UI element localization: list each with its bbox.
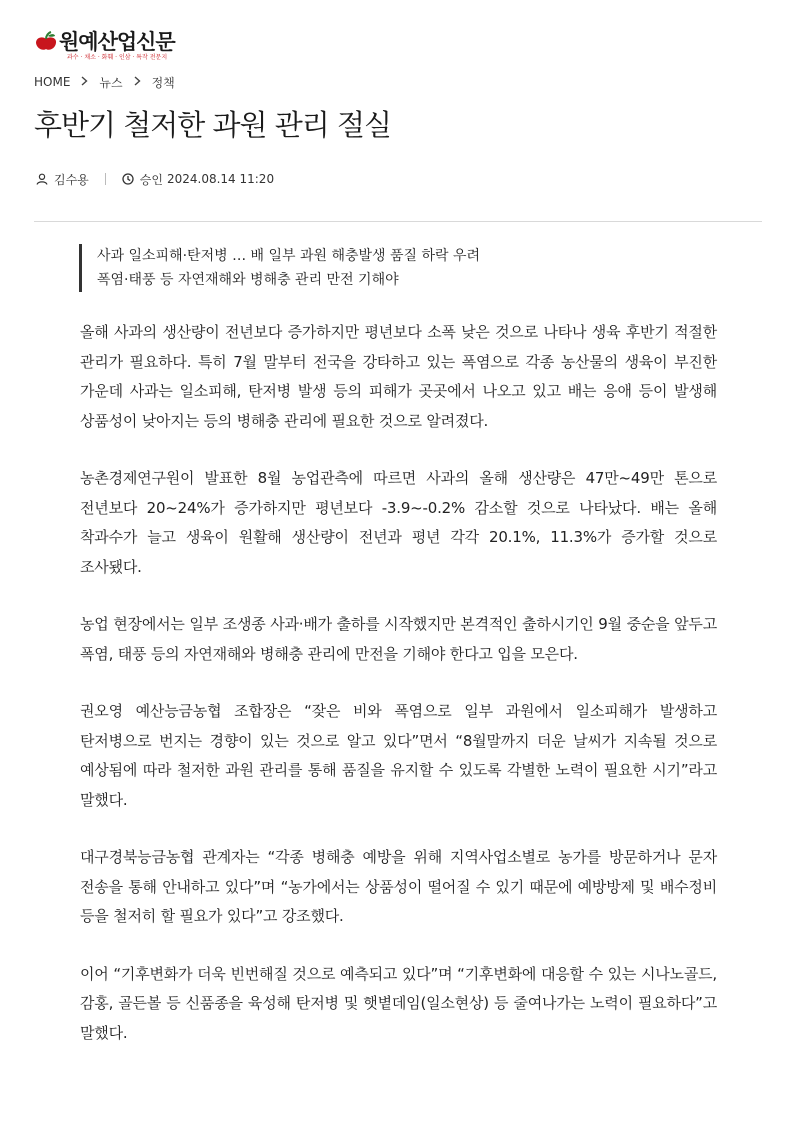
approved-datetime: 2024.08.14 11:20 — [166, 172, 275, 186]
chevron-right-icon — [134, 75, 141, 89]
breadcrumb — [34, 73, 175, 91]
article-meta — [36, 170, 274, 188]
apple-logo-icon — [33, 30, 59, 52]
article-paragraph: 이어 “기후변화가 더욱 빈번해질 것으로 예측되고 있다”며 “기후변화에 대응할 수 있는 시나노골드, 감홍, 골든볼 등 신품종을 육성해 탄저병 및 햇볕데임(일소현상) 등 줄여나가는 노력이 필요하다”고 말했다. — [80, 964, 717, 1042]
article-paragraph: 올해 사과의 생산량이 전년보다 증가하지만 평년보다 소폭 낮은 것으로 나타나 생육 후반기 적절한 관리가 필요하다. 특히 7월 말부터 전국을 강타하고 있는 폭염으로 각종 농산물의 생육이 부진한 가운데 사과는 일소피해, 탄저병 발생 등의 피해가 곳곳에서 나오고 있고 배는 응애 등이 발생해 상품성이 낮아지는 등의 병해충 관리에 필요한 것으로 알려졌다. — [80, 323, 717, 430]
logo-tagline: 과수 · 채소 · 화훼 · 인삼 · 특작 전문지 — [67, 54, 168, 61]
breadcrumb-home[interactable]: HOME — [34, 75, 71, 89]
header-divider — [34, 221, 762, 222]
site-logo[interactable] — [33, 24, 193, 64]
meta-divider — [105, 173, 106, 185]
approved-label: 승인 — [139, 172, 163, 187]
subheading-line: 사과 일소피해·탄저병 … 배 일부 과원 해충발생 품질 하락 우려 — [97, 248, 481, 264]
article-paragraph: 농업 현장에서는 일부 조생종 사과·배가 출하를 시작했지만 본격적인 출하시기인 9월 중순을 앞두고 폭염, 태풍 등의 자연재해와 병해충 관리에 만전을 기해야 한다고 입을 모은다. — [80, 615, 717, 663]
author-name[interactable]: 김수용 — [54, 172, 89, 187]
article-subheadings — [79, 244, 719, 292]
chevron-right-icon — [81, 75, 88, 89]
article-title: 후반기 철저한 과원 관리 절실 — [34, 108, 392, 142]
breadcrumb-category[interactable]: 정책 — [151, 75, 175, 90]
clock-icon — [122, 173, 134, 185]
subheading-line: 폭염·태풍 등 자연재해와 병해충 관리 만전 기해야 — [97, 272, 399, 288]
breadcrumb-section[interactable]: 뉴스 — [99, 75, 123, 90]
article-paragraph: 농촌경제연구원이 발표한 8월 농업관측에 따르면 사과의 올해 생산량은 47만~49만 톤으로 전년보다 20~24%가 증가하지만 평년보다 -3.9~-0.2% 감소할 것으로 나타났다. 배는 올해 착과수가 늘고 생육이 원활해 생산량이 전년과 평년 각각 20.1%, 11.3%가 증가할 것으로 조사됐다. — [80, 469, 717, 576]
article-body — [80, 318, 717, 1076]
logo-name: 원예산업신문 — [59, 30, 175, 54]
article-paragraph: 대구경북능금농협 관계자는 “각종 병해충 예방을 위해 지역사업소별로 농가를 방문하거나 문자 전송을 통해 안내하고 있다”며 “농가에서는 상품성이 떨어질 수 있기 때문에 예방방제 및 배수정비 등을 철저히 할 필요가 있다”고 강조했다. — [80, 848, 717, 925]
article-paragraph: 권오영 예산능금농협 조합장은 “잦은 비와 폭염으로 일부 과원에서 일소피해가 발생하고 탄저병으로 번지는 경향이 있는 것으로 알고 있다”면서 “8월말까지 더운 날씨가 지속될 것으로 예상됨에 따라 철저한 과원 관리를 통해 품질을 유지할 수 있도록 각별한 노력이 필요한 시기”라고 말했다. — [80, 702, 717, 809]
person-icon — [36, 173, 48, 185]
